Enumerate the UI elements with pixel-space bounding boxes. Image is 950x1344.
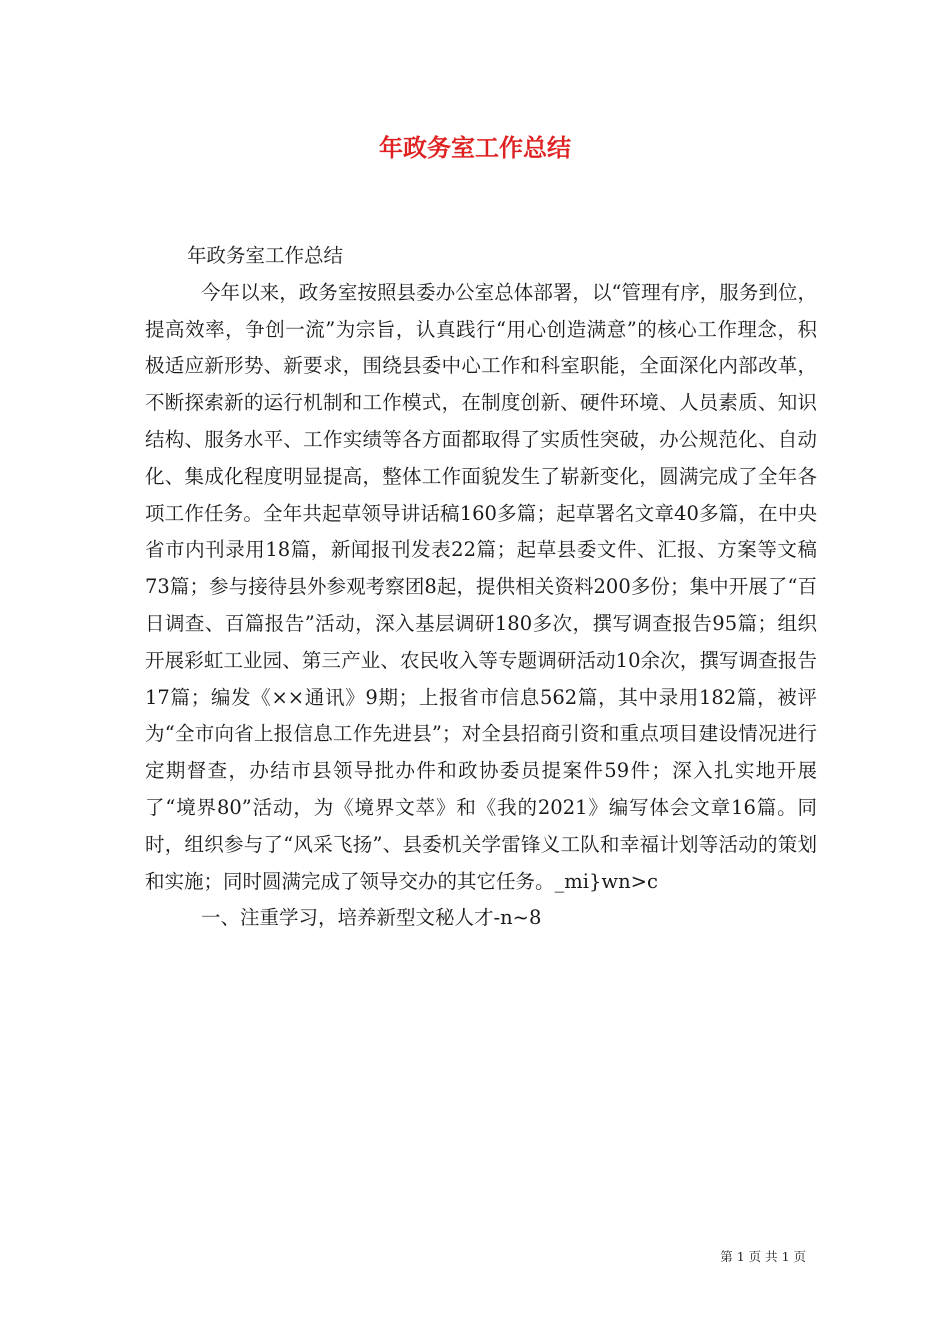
- document-body: [145, 238, 817, 937]
- section-heading: 一、注重学习，培养新型文秘人才-n~8: [201, 906, 542, 930]
- intro-paragraph: 今年以来，政务室按照县委办公室总体部署，以“管理有序，服务到位，提高效率，争创一流”为宗旨，认真践行“用心创造满意”的核心工作理念，积极适应新形势、新要求，围绕县委中心工作和科室职能，全面深化内部改革，不断探索新的运行机制和工作模式，在制度创新、硬件环境、人员素质、知识结构、服务水平、工作实绩等各方面都取得了实质性突破，办公规范化、自动化、集成化程度明显提高，整体工作面貌发生了崭新变化，圆满完成了全年各项工作任务。全年共起草领导讲话稿160多篇；起草署名文章40多篇，在中央省市内刊录用18篇，新闻报刊发表22篇；起草县委文件、汇报、方案等文稿73篇；参与接待县外参观考察团8起，提供相关资料200多份；集中开展了“百日调查、百篇报告”活动，深入基层调研180多次，撰写调查报告95篇；组织开展彩虹工业园、第三产业、农民收入等专题调研活动10余次，撰写调查报告17篇；编发《××通讯》9期；上报省市信息562篇，其中录用182篇，被评为“全市向省上报信息工作先进县”；对全县招商引资和重点项目建设情况进行定期督查，办结市县领导批办件和政协委员提案件59件；深入扎实地开展了“境界80”活动，为《境界文萃》和《我的2021》编写体会文章16篇。同时，组织参与了“风采飞扬”、县委机关学雷锋义工队和幸福计划等活动的策划和实施；同时圆满完成了领导交办的其它任务。_mi}wn>c: [145, 280, 817, 893]
- document-subtitle: 年政务室工作总结: [187, 244, 344, 267]
- document-title: 年政务室工作总结: [379, 133, 571, 162]
- page-number: 第 1 页 共 1 页: [720, 1249, 806, 1264]
